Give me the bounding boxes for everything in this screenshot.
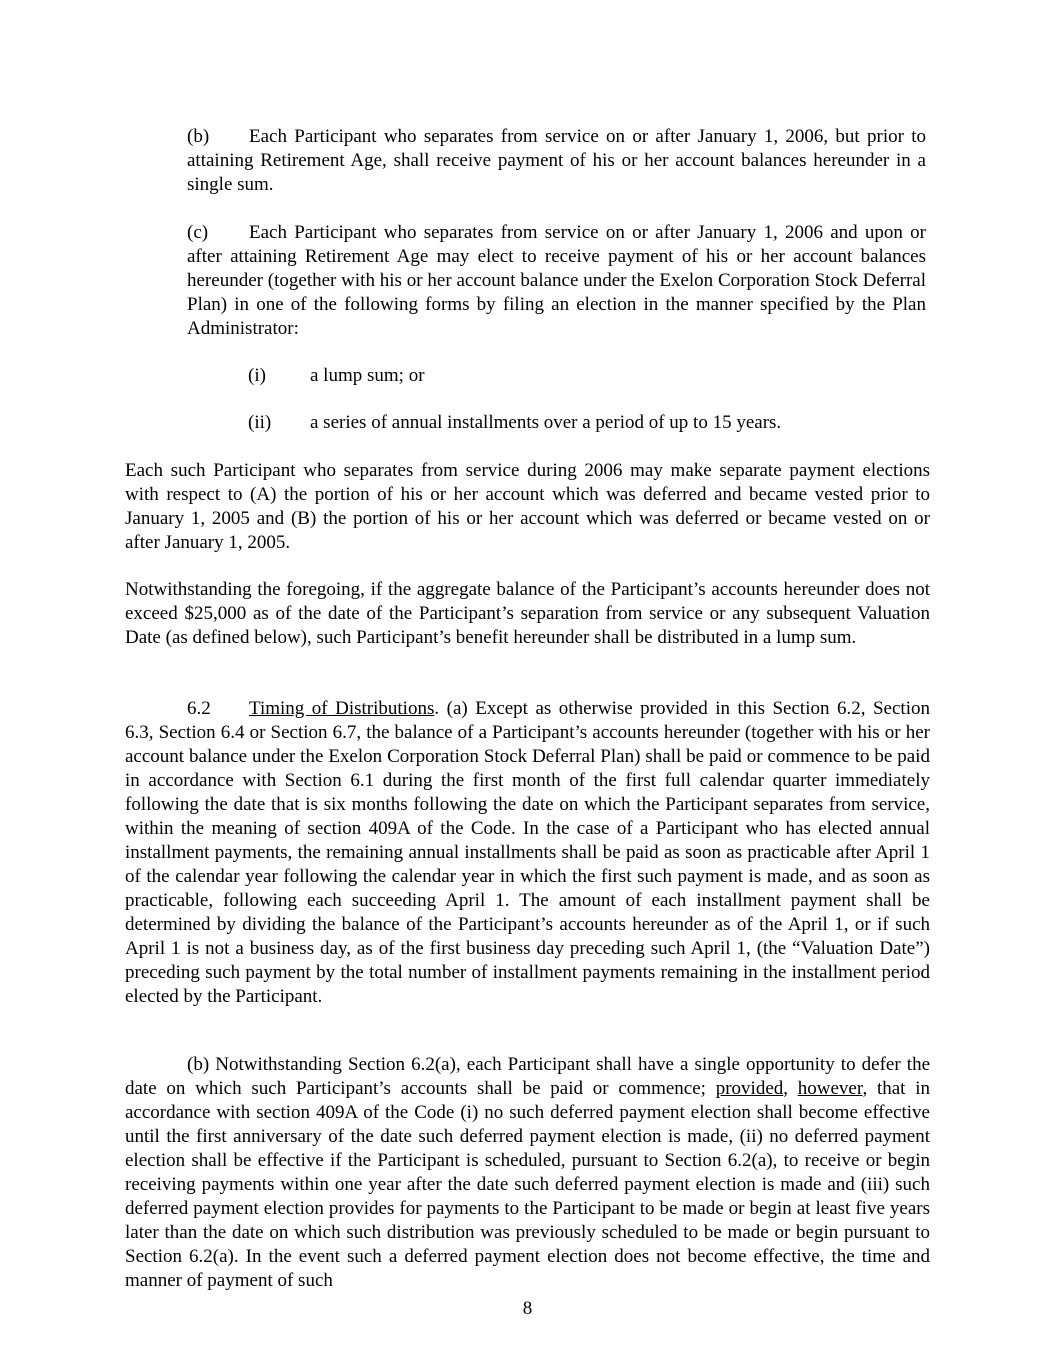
paragraph-separate-elections: Each such Participant who separates from service during 2006 may make separate payment elections with respect to (A) the portion of his or her account which was deferred and became vested prior to January 1, 2005 and (B) the portion of his or her account which was deferred or became vested on or after January 1, 2005. bbox=[125, 460, 930, 553]
paragraph-b bbox=[187, 125, 926, 197]
however-term: however bbox=[797, 1078, 863, 1099]
paragraph-b-text: Each Participant who separates from service on or after January 1, 2006, but prior to attaining Retirement Age, shall receive payment of his or her account balances hereunder in a single sum. bbox=[187, 126, 926, 195]
paragraph-c-label: (c) bbox=[187, 222, 209, 243]
section-6-2-b-text-after: , that in accordance with section 409A of the Code (i) no such deferred payment election shall become effective until the first anniversary of the date such deferred payment election is made, (ii) no deferred payment election shall be effective if the Participant is scheduled, pursuant to Section 6.2(a), to receive or begin receiving payments within one year after the date such deferred payment election is made and (iii) such deferred payment election provides for payments to the Participant to be made or begin at least five years later than the date on which such distribution was previously scheduled to be made or begin pursuant to Section 6.2(a). In the event such a deferred payment election does not become effective, the time and manner of payment of such bbox=[125, 1078, 930, 1291]
list-item-ii-label: (ii) bbox=[248, 412, 272, 433]
comma-separator: , bbox=[783, 1078, 798, 1099]
list-item-ii-text: a series of annual installments over a period of up to 15 years. bbox=[310, 412, 782, 433]
section-6-2-b-text-before: (b) Notwithstanding Section 6.2(a), each Participant shall have a single opportunity to defer the date on which such Participant’s accounts shall be paid or commence; bbox=[125, 1054, 930, 1099]
list-item-i-label: (i) bbox=[248, 365, 266, 386]
paragraph-c-text: Each Participant who separates from service on or after January 1, 2006 and upon or after attaining Retirement Age may elect to receive payment of his or her account balances hereunder (together with his or her account balance under the Exelon Corporation Stock Deferral Plan) in one of the following forms by filing an election in the manner specified by the Plan Administrator: bbox=[187, 222, 926, 339]
paragraph-notwithstanding: Notwithstanding the foregoing, if the aggregate balance of the Participant’s accounts hereunder does not exceed $25,000 as of the date of the Participant’s separation from service or any subsequent Valuation Date (as defined below), such Participant’s benefit hereunder shall be distributed in a lump sum. bbox=[125, 579, 930, 648]
section-number: 6.2 bbox=[187, 698, 211, 719]
page-number: 8 bbox=[522, 1298, 533, 1319]
list-item-i-text: a lump sum; or bbox=[310, 365, 425, 386]
paragraph-c bbox=[187, 221, 926, 341]
section-heading: Timing of Distributions bbox=[249, 698, 435, 719]
list-item-i bbox=[248, 364, 425, 388]
section-6-2-paragraph bbox=[125, 697, 930, 1009]
section-6-2-text: . (a) Except as otherwise provided in this Section 6.2, Section 6.3, Section 6.4 or Section 6.7, the balance of a Participant’s accounts hereunder (together with his or her account balance under the Exelon Corporation Stock Deferral Plan) shall be paid or commence to be paid in accordance with Section 6.1 during the first month of the first full calendar quarter immediately following the date that is six months following the date on which the Participant separates from service, within the meaning of section 409A of the Code. In the case of a Participant who has elected annual installment payments, the remaining annual installments shall be paid as soon as practicable after April 1 of the calendar year following the calendar year in which the first such payment is made, and as soon as practicable, following each succeeding April 1. The amount of each installment payment shall be determined by dividing the balance of the Participant’s accounts hereunder as of the April 1, or if such April 1 is not a business day, as of the first business day preceding such April 1, (the “Valuation Date”) preceding such payment by the total number of installment payments remaining in the installment period elected by the Participant. bbox=[125, 698, 930, 1007]
list-item-ii bbox=[248, 411, 781, 435]
paragraph-b-label: (b) bbox=[187, 126, 210, 147]
section-6-2-b-paragraph bbox=[125, 1053, 930, 1293]
provided-term: provided bbox=[715, 1078, 784, 1099]
